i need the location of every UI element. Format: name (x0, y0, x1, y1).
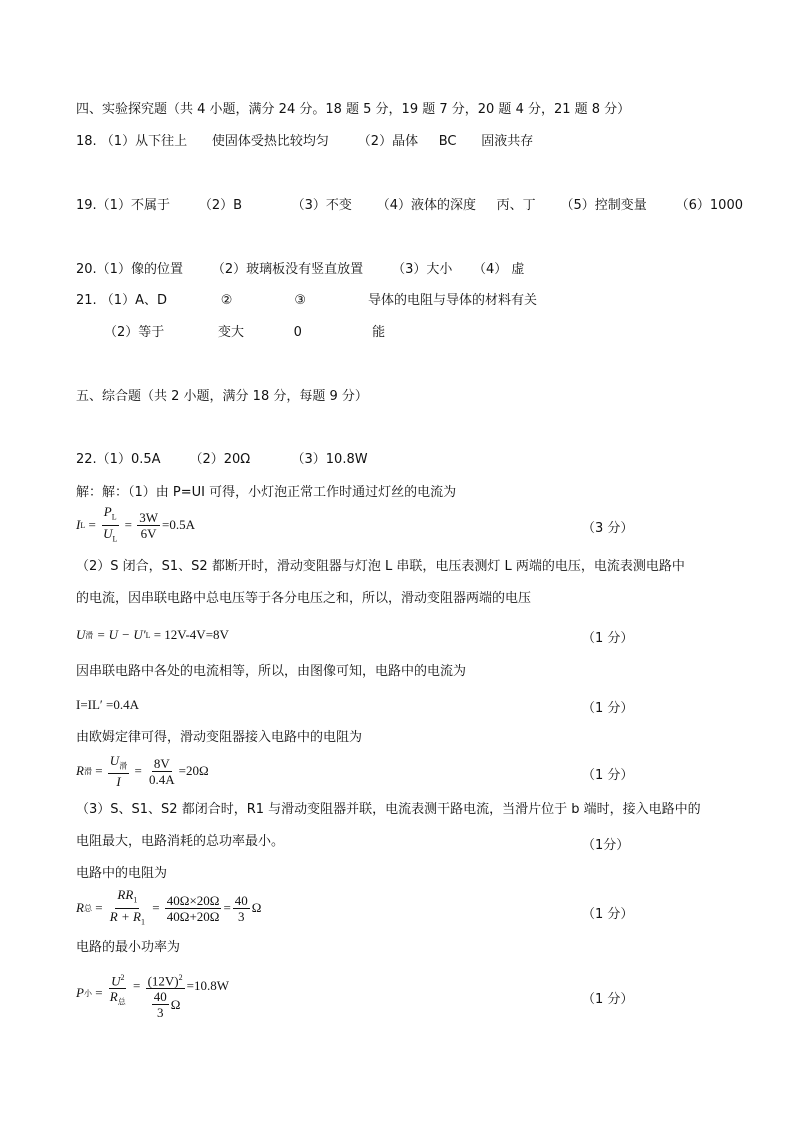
equation-4: R 滑 = $\frac{U_滑}{I}$ = $\frac{8V}{0.4A}$ =20Ω (76, 752, 209, 790)
q22-answers: 22.（1）0.5A （2）20Ω （3）10.8W (76, 452, 368, 467)
score-eq1: （3 分） (582, 521, 634, 536)
equation-1: I L = $\frac{P_L}{U_L}$ = $\frac{3W}{6V}$ =0.5A (76, 503, 195, 544)
q18-answer: 18. （1）从下往上 使固体受热比较均匀 （2）晶体 BC 固液共存 (76, 134, 534, 149)
part2-text-line1: （2）S 闭合，S1、S2 都断开时，滑动变阻器与灯泡 L 串联，电压表测灯 L 两端的电压，电流表测电路中 (76, 559, 685, 574)
score-part3: （1分） (582, 838, 630, 853)
equation-2: U 滑 = U − U′ L = 12V-4V=8V (76, 627, 229, 642)
score-eq6: （1 分） (582, 992, 634, 1007)
q21-answer-line2: （2）等于 变大 0 能 (104, 325, 386, 340)
score-eq3: （1 分） (582, 701, 634, 716)
score-eq5: （1 分） (582, 907, 634, 922)
equation-6: P 小 = $\frac{U^2}{R_总}$ = $(12V)^2$ $\frac{40}{3}$ Ω =10.8W (76, 964, 229, 1022)
part3-text-line1: （3）S、S1、S2 都闭合时，R1 与滑动变阻器并联，电流表测干路电流，当滑片位于 b 端时，接入电路中的 (76, 802, 701, 817)
solution-intro: 解：解：（1）由 P=UI 可得，小灯泡正常工作时通过灯丝的电流为 (76, 485, 457, 500)
score-eq2: （1 分） (582, 631, 634, 646)
q19-answer: 19.（1）不属于 （2）B （3）不变 （4）液体的深度 丙、丁 （5）控制变量 （6）1000 (76, 198, 743, 213)
part3-text-line4: 电路的最小功率为 (76, 940, 181, 955)
q20-answer: 20.（1）像的位置 （2）玻璃板没有竖直放置 （3）大小 （4） 虚 (76, 262, 525, 277)
part2-text-line4: 由欧姆定律可得，滑动变阻器接入电路中的电阻为 (76, 730, 363, 745)
equation-3: I=IL′ =0.4A (76, 697, 139, 712)
equation-5: R 总 = $\frac{RR_1}{R + R_1}$ = $\frac{40\Omega\times 20\Omega}{40\Omega+20\Omega}$ = $\frac{40}{3}$ Ω (76, 886, 262, 927)
part3-text-line3: 电路中的电阻为 (76, 866, 168, 881)
section-5-title: 五、综合题（共 2 小题，满分 18 分，每题 9 分） (76, 389, 368, 404)
part2-text-line3: 因串联电路中各处的电流相等，所以，由图像可知，电路中的电流为 (76, 664, 467, 679)
score-eq4: （1 分） (582, 768, 634, 783)
part3-text-line2: 电阻最大，电路消耗的总功率最小。 (76, 834, 285, 849)
part2-text-line2: 的电流，因串联电路中总电压等于各分电压之和，所以，滑动变阻器两端的电压 (76, 591, 532, 606)
q21-answer-line1: 21. （1）A、D ② ③ 导体的电阻与导体的材料有关 (76, 293, 537, 308)
section-4-title: 四、实验探究题（共 4 小题，满分 24 分。18 题 5 分，19 题 7 分，20 题 4 分，21 题 8 分） (76, 102, 631, 117)
